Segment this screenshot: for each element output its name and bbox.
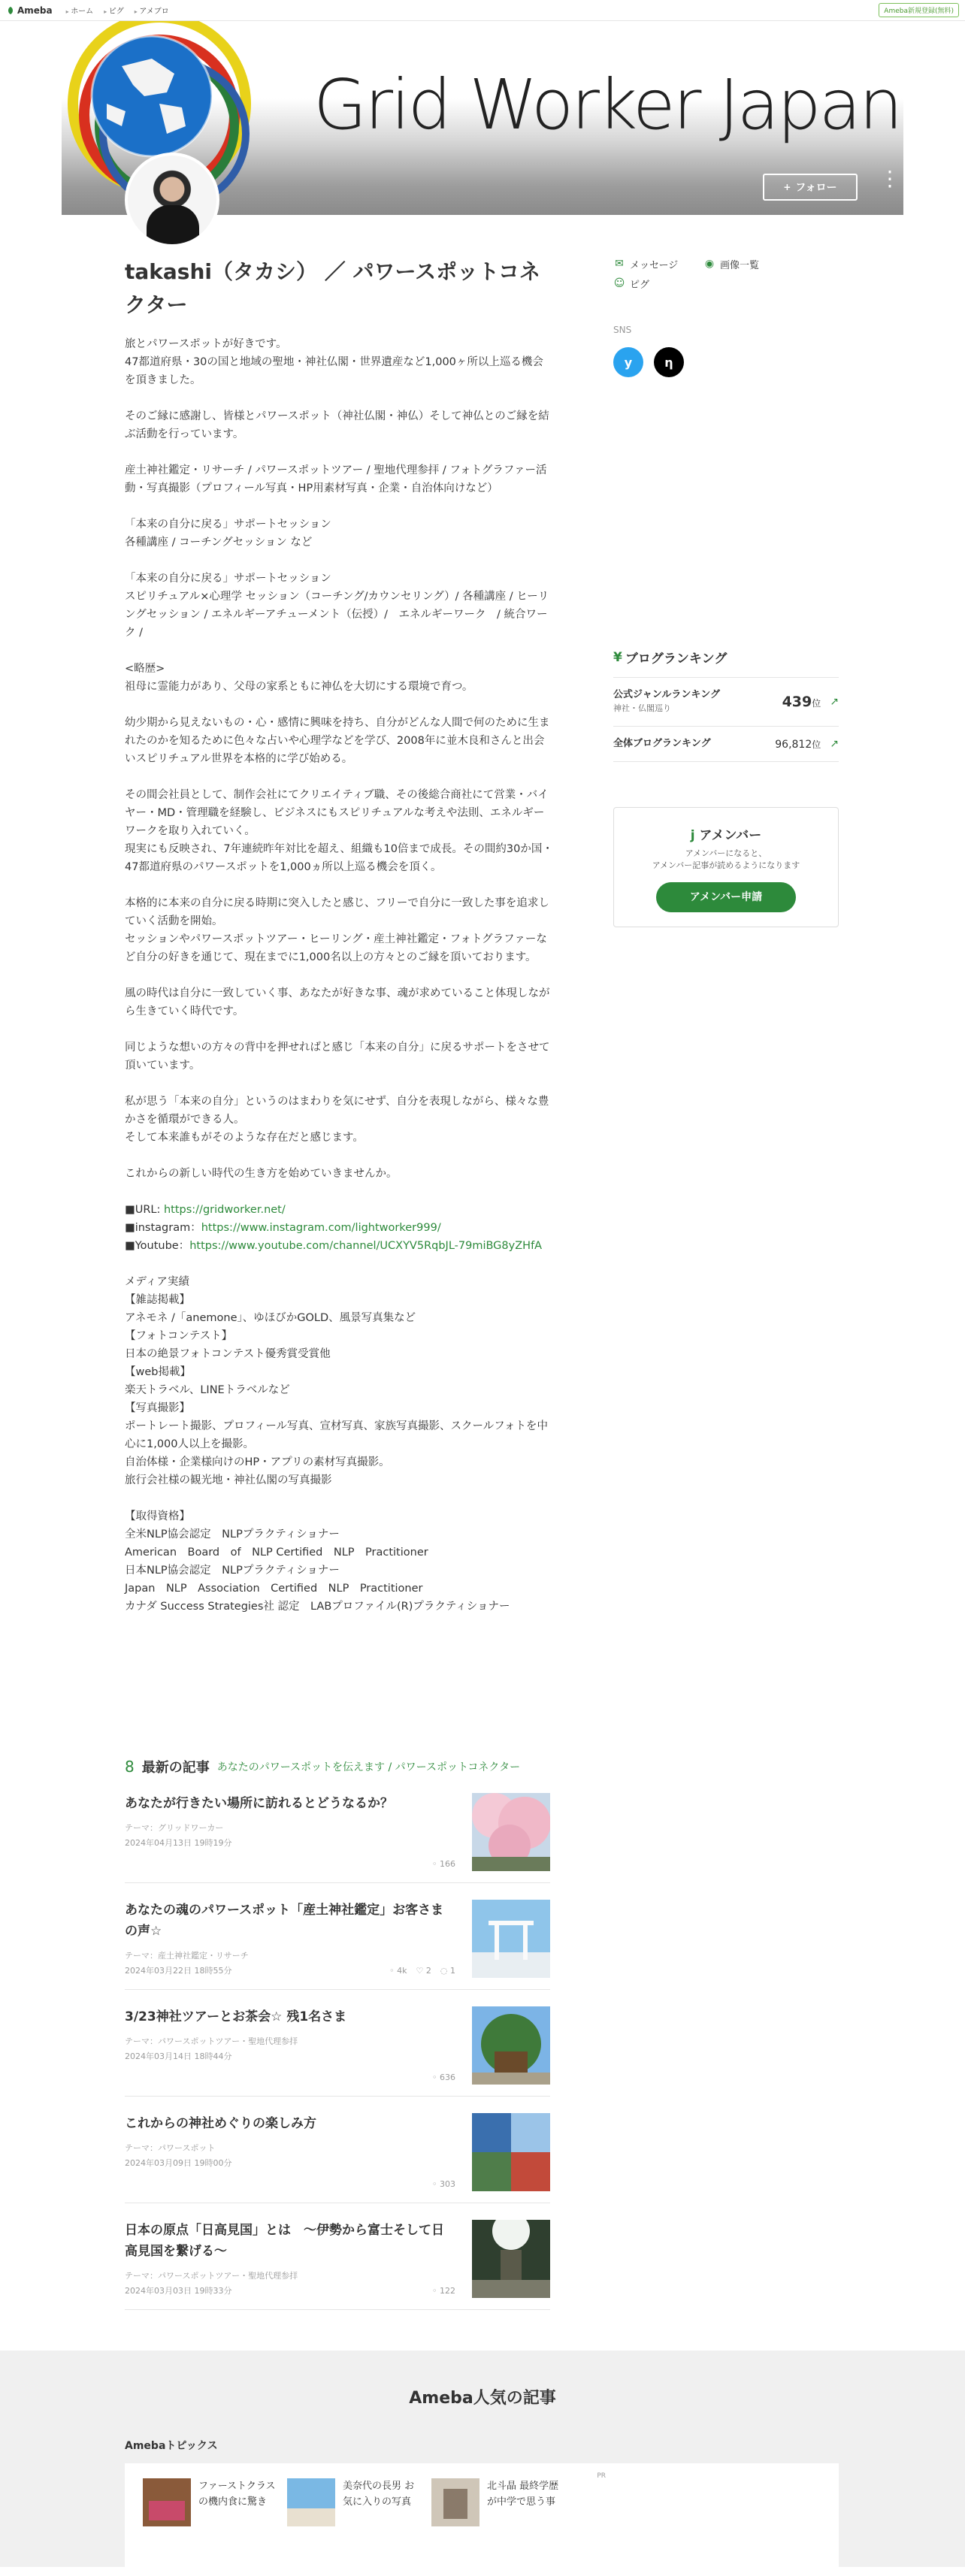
link-youtube-label: ■Youtube： [125, 1240, 190, 1252]
link-youtube[interactable]: https://www.youtube.com/channel/UCXYV5RqbJL-79miBG8yZHfA [189, 1240, 543, 1252]
article-theme[interactable]: テーマ：パワースポットツアー・聖地代理参拝 [125, 2271, 298, 2281]
twitter-icon[interactable]: y [613, 347, 643, 377]
logo-text: Ameba [17, 5, 53, 16]
article-theme[interactable]: テーマ：パワースポットツアー・聖地代理参拝 [125, 2036, 298, 2046]
amember-desc: アメンバーになると、 アメンバー記事が読めるようになります [652, 848, 800, 870]
bio-paragraph: 同じような想いの方々の背中を押せればと感じ「本来の自分」に戻るサポートをさせて頂いています。 [125, 1042, 550, 1072]
bio-paragraph: 風の時代は自分に一致していく事、あなたが好きな事、魂が求めていること体現しながら生きていく時代です。 [125, 987, 550, 1017]
ameba-leaf-icon [6, 6, 15, 15]
bio-paragraph: 本格的に本来の自分に戻る時期に突入したと感じ、フリーで自分に一致した事を追求していく活動を開始。 セッションやパワースポットツアー・ヒーリング・産土神社鑑定・フォトグラファーなど自分の好きを通じて、現在までに1,000名以上の方々とのご縁を頂いております。 [125, 897, 549, 963]
topic-thumbnail [431, 2478, 479, 2526]
ameba-logo[interactable] [6, 5, 53, 16]
bio-paragraph: 私が思う「本来の自分」というのはまわりを気にせず、自分を表現しながら、様々な豊かさを循環ができる人。 そして本来誰もがそのような存在だと感じます。 [125, 1096, 549, 1144]
follow-label: フォロー [795, 182, 837, 194]
amember-box [613, 807, 839, 927]
nav-home[interactable]: ▸ ホーム [66, 5, 94, 16]
article-title[interactable]: あなたが行きたい場所に訪れるとどうなるか？ [125, 1796, 393, 1811]
view-count: ◦ 636 [432, 2073, 455, 2082]
view-count: ◦ 303 [432, 2179, 455, 2189]
article-item[interactable] [125, 1900, 550, 1990]
trend-arrow-icon: ↗ [830, 738, 839, 750]
profile-bio [125, 335, 553, 1616]
popular-section [0, 2351, 965, 2567]
camera-icon: ◉ [704, 258, 715, 270]
article-thumbnail[interactable] [472, 2006, 550, 2085]
image-list-link[interactable]: ◉ 画像一覧 [704, 258, 760, 271]
amember-icon: j [690, 828, 700, 843]
view-count: ◦ 166 [432, 1859, 455, 1869]
ranking-row-overall[interactable]: 全体ブログランキング 96,812位 ↗ [613, 727, 839, 762]
pigg-icon: ☺ [613, 277, 625, 289]
bio-paragraph: これからの新しい時代の生き方を始めていきませんか。 [125, 1168, 398, 1180]
trend-arrow-icon: ↗ [830, 696, 839, 708]
topic-thumbnail [143, 2478, 191, 2526]
more-menu-icon[interactable]: ⋮ [879, 166, 900, 191]
link-instagram[interactable]: https://www.instagram.com/lightworker999/ [201, 1222, 441, 1234]
comment-count: ◌ 1 [440, 1966, 455, 1976]
plus-icon: + [783, 182, 791, 192]
latest-header [125, 1757, 550, 1776]
like-count: ♡ 2 [416, 1966, 431, 1976]
bio-paragraph: その間会社員として、制作会社にてクリエイティブ職、その後総合商社にて営業・バイヤー・MD・管理職を経験し、ビジネスにもスピリチュアルな考えや法則、エネルギーワークを取り入れていく。 現実にも反映され、7年連続昨年対比を超え、組織も10倍まで成長。その間約30か国・47都道府県のパワースポットを1,000ヵ所以上巡る機会を頂く。 [125, 789, 553, 873]
threads-icon[interactable]: η [654, 347, 684, 377]
article-date: 2024年03月09日 19時00分 [125, 2158, 232, 2168]
bio-paragraph: 「本来の自分に戻る」サポートセッション スピリチュアル×心理学 セッション（コーチング/カウンセリング）/ 各種講座 / ヒーリングセッション / エネルギーアチューメント（伝授）/ エネルギーワーク / 統合ワーク / [125, 573, 549, 639]
profile-name: takashi（タカシ） ／ パワースポットコネクター [125, 259, 540, 317]
article-theme[interactable]: テーマ：グリッドワーカー [125, 1823, 224, 1833]
sns-label: SNS [613, 325, 632, 335]
bio-paragraph: そのご縁に感謝し、皆様とパワースポット（神社仏閣・神仏）そして神仏とのご縁を結ぶ活動を行っています。 [125, 410, 549, 440]
profile-main [125, 255, 553, 1634]
article-date: 2024年03月03日 19時33分 [125, 2286, 232, 2296]
nav-pigg[interactable]: ▸ ピグ [104, 5, 124, 16]
signup-button[interactable]: Ameba新規登録(無料) [879, 3, 959, 17]
link-instagram-label: ■instagram： [125, 1222, 201, 1234]
avatar[interactable] [125, 153, 219, 247]
topic-item[interactable] [287, 2478, 422, 2526]
article-thumbnail[interactable] [472, 1900, 550, 1978]
amember-apply-button[interactable]: アメンバー申請 [656, 882, 796, 912]
link-url-label: ■URL: [125, 1204, 164, 1216]
popular-title: Ameba人気の記事 [409, 2389, 556, 2408]
article-title[interactable]: これからの神社めぐりの楽しみ方 [125, 2116, 316, 2131]
article-date: 2024年04月13日 19時19分 [125, 1838, 232, 1848]
view-count: ◦ 4k [389, 1966, 407, 1976]
article-theme[interactable]: テーマ：産土神社鑑定・リサーチ [125, 1951, 249, 1961]
sns-icons [613, 347, 839, 377]
article-date: 2024年03月22日 18時55分 [125, 1966, 232, 1976]
article-date: 2024年03月14日 18時44分 [125, 2051, 232, 2061]
latest-title: 最新の記事 [141, 1760, 210, 1776]
article-stats [389, 1966, 455, 1976]
bio-paragraph: 旅とパワースポットが好きです。 47都道府県・30の国と地域の聖地・神社仏閣・世界遺産など1,000ヶ所以上巡る機会を頂きました。 [125, 338, 543, 386]
bio-media: メディア実績 【雑誌掲載】 アネモネ /「anemone」、ゆほびかGOLD、風景写真集など 【フォトコンテスト】 日本の絶景フォトコンテスト優秀賞受賞他 【web掲載】 楽天トラベル、LINEトラベルなど 【写真撮影】 ポートレート撮影、プロフィール写真、宣材写真、家族写真撮影、スクールフォトを中心に1,000人以上を撮影。 自治体様・企業様向けのHP・アプリの素材写真撮影。 旅行会社様の観光地・神社仏閣の写真撮影 [125, 1276, 549, 1486]
article-stats [432, 2179, 455, 2189]
bio-paragraph: 幼少期から見えないもの・心・感情に興味を持ち、自分がどんな人間で何のために生まれたのかを知るために色々な占いや心理学などを学び、2008年に並木良和さんと出会いスピリチュアル世界を本格的に学び始める。 [125, 717, 550, 765]
ranking-title: ¥ ブログランキング [613, 648, 839, 678]
ranking-row-genre[interactable]: 公式ジャンルランキング 神社・仏閣巡り 439位 ↗ [613, 678, 839, 727]
article-title[interactable]: あなたの魂のパワースポット「産土神社鑑定」お客さまの声☆ [125, 1903, 444, 1939]
link-website[interactable]: https://gridworker.net/ [163, 1204, 286, 1216]
article-theme[interactable]: テーマ：パワースポット [125, 2143, 216, 2153]
follow-button[interactable] [763, 174, 858, 201]
yen-icon: ¥ [613, 649, 622, 665]
article-stats [432, 1859, 455, 1869]
article-icon: 8 [125, 1758, 135, 1776]
latest-articles [125, 1757, 550, 2327]
article-item[interactable] [125, 2113, 550, 2203]
blog-title-link[interactable]: あなたのパワースポットを伝えます / パワースポットコネクター [216, 1761, 521, 1773]
mail-icon: ✉ [615, 258, 624, 270]
nav-ameblo[interactable]: ▸ アメブロ [135, 5, 169, 16]
profile-side [613, 255, 839, 377]
article-item[interactable] [125, 2220, 550, 2310]
article-stats [432, 2286, 455, 2296]
article-stats [432, 2073, 455, 2082]
bio-qualifications: 【取得資格】 全米NLP協会認定 NLPプラクティショナー American Board of NLP Certified NLP Practitioner 日本NLP協会認定 NLPプラクティショナー Japan NLP Association Certified NLP Practitioner カナダ Success Strategies社 認定 LABプロファイル(R)プラクティショナー [125, 1510, 510, 1613]
topic-title: ファーストクラスの機内食に驚き [198, 2481, 276, 2508]
article-thumbnail[interactable] [472, 2220, 550, 2298]
view-count: ◦ 122 [432, 2286, 455, 2296]
side-links [613, 255, 839, 292]
bio-paragraph: <略歴> 祖母に霊能力があり、父母の家系ともに神仏を大切にする環境で育つ。 [125, 663, 473, 693]
article-thumbnail[interactable] [472, 2113, 550, 2191]
header-title: Grid Worker Japan [313, 65, 901, 145]
topic-title: 北斗晶 最終学歴が中学で思う事 [487, 2481, 559, 2508]
top-nav [66, 5, 169, 16]
topic-title: 美奈代の長男 お気に入りの写真 [343, 2481, 415, 2508]
topics-label: Amebaトピックス [125, 2440, 218, 2452]
article-item[interactable] [125, 2006, 550, 2097]
topics-box [125, 2463, 839, 2576]
amember-title: j アメンバー [690, 828, 762, 843]
message-link[interactable]: ✉ メッセージ [613, 255, 703, 272]
article-thumbnail[interactable] [472, 1793, 550, 1871]
bio-paragraph: 産土神社鑑定・リサーチ / パワースポットツアー / 聖地代理参拝 / フォトグラファー活動・写真撮影（プロフィール写真・HP用素材写真・企業・自治体向けなど） [125, 464, 547, 494]
article-title[interactable]: 3/23神社ツアーとお茶会☆ 残1名さま [125, 2009, 347, 2024]
topic-item[interactable] [431, 2478, 567, 2526]
top-bar [0, 0, 965, 21]
article-item[interactable] [125, 1793, 550, 1883]
topic-item[interactable] [143, 2478, 278, 2526]
pr-label: PR [597, 2472, 606, 2480]
topic-thumbnail [287, 2478, 335, 2526]
article-title[interactable]: 日本の原点「日高見国」とは 〜伊勢から富士そして日高見国を繋げる〜 [125, 2223, 444, 2259]
pigg-link[interactable]: ☺ ピグ [613, 277, 650, 291]
bio-paragraph: 「本来の自分に戻る」サポートセッション 各種講座 / コーチングセッション など [125, 519, 331, 549]
blog-ranking [613, 648, 839, 762]
